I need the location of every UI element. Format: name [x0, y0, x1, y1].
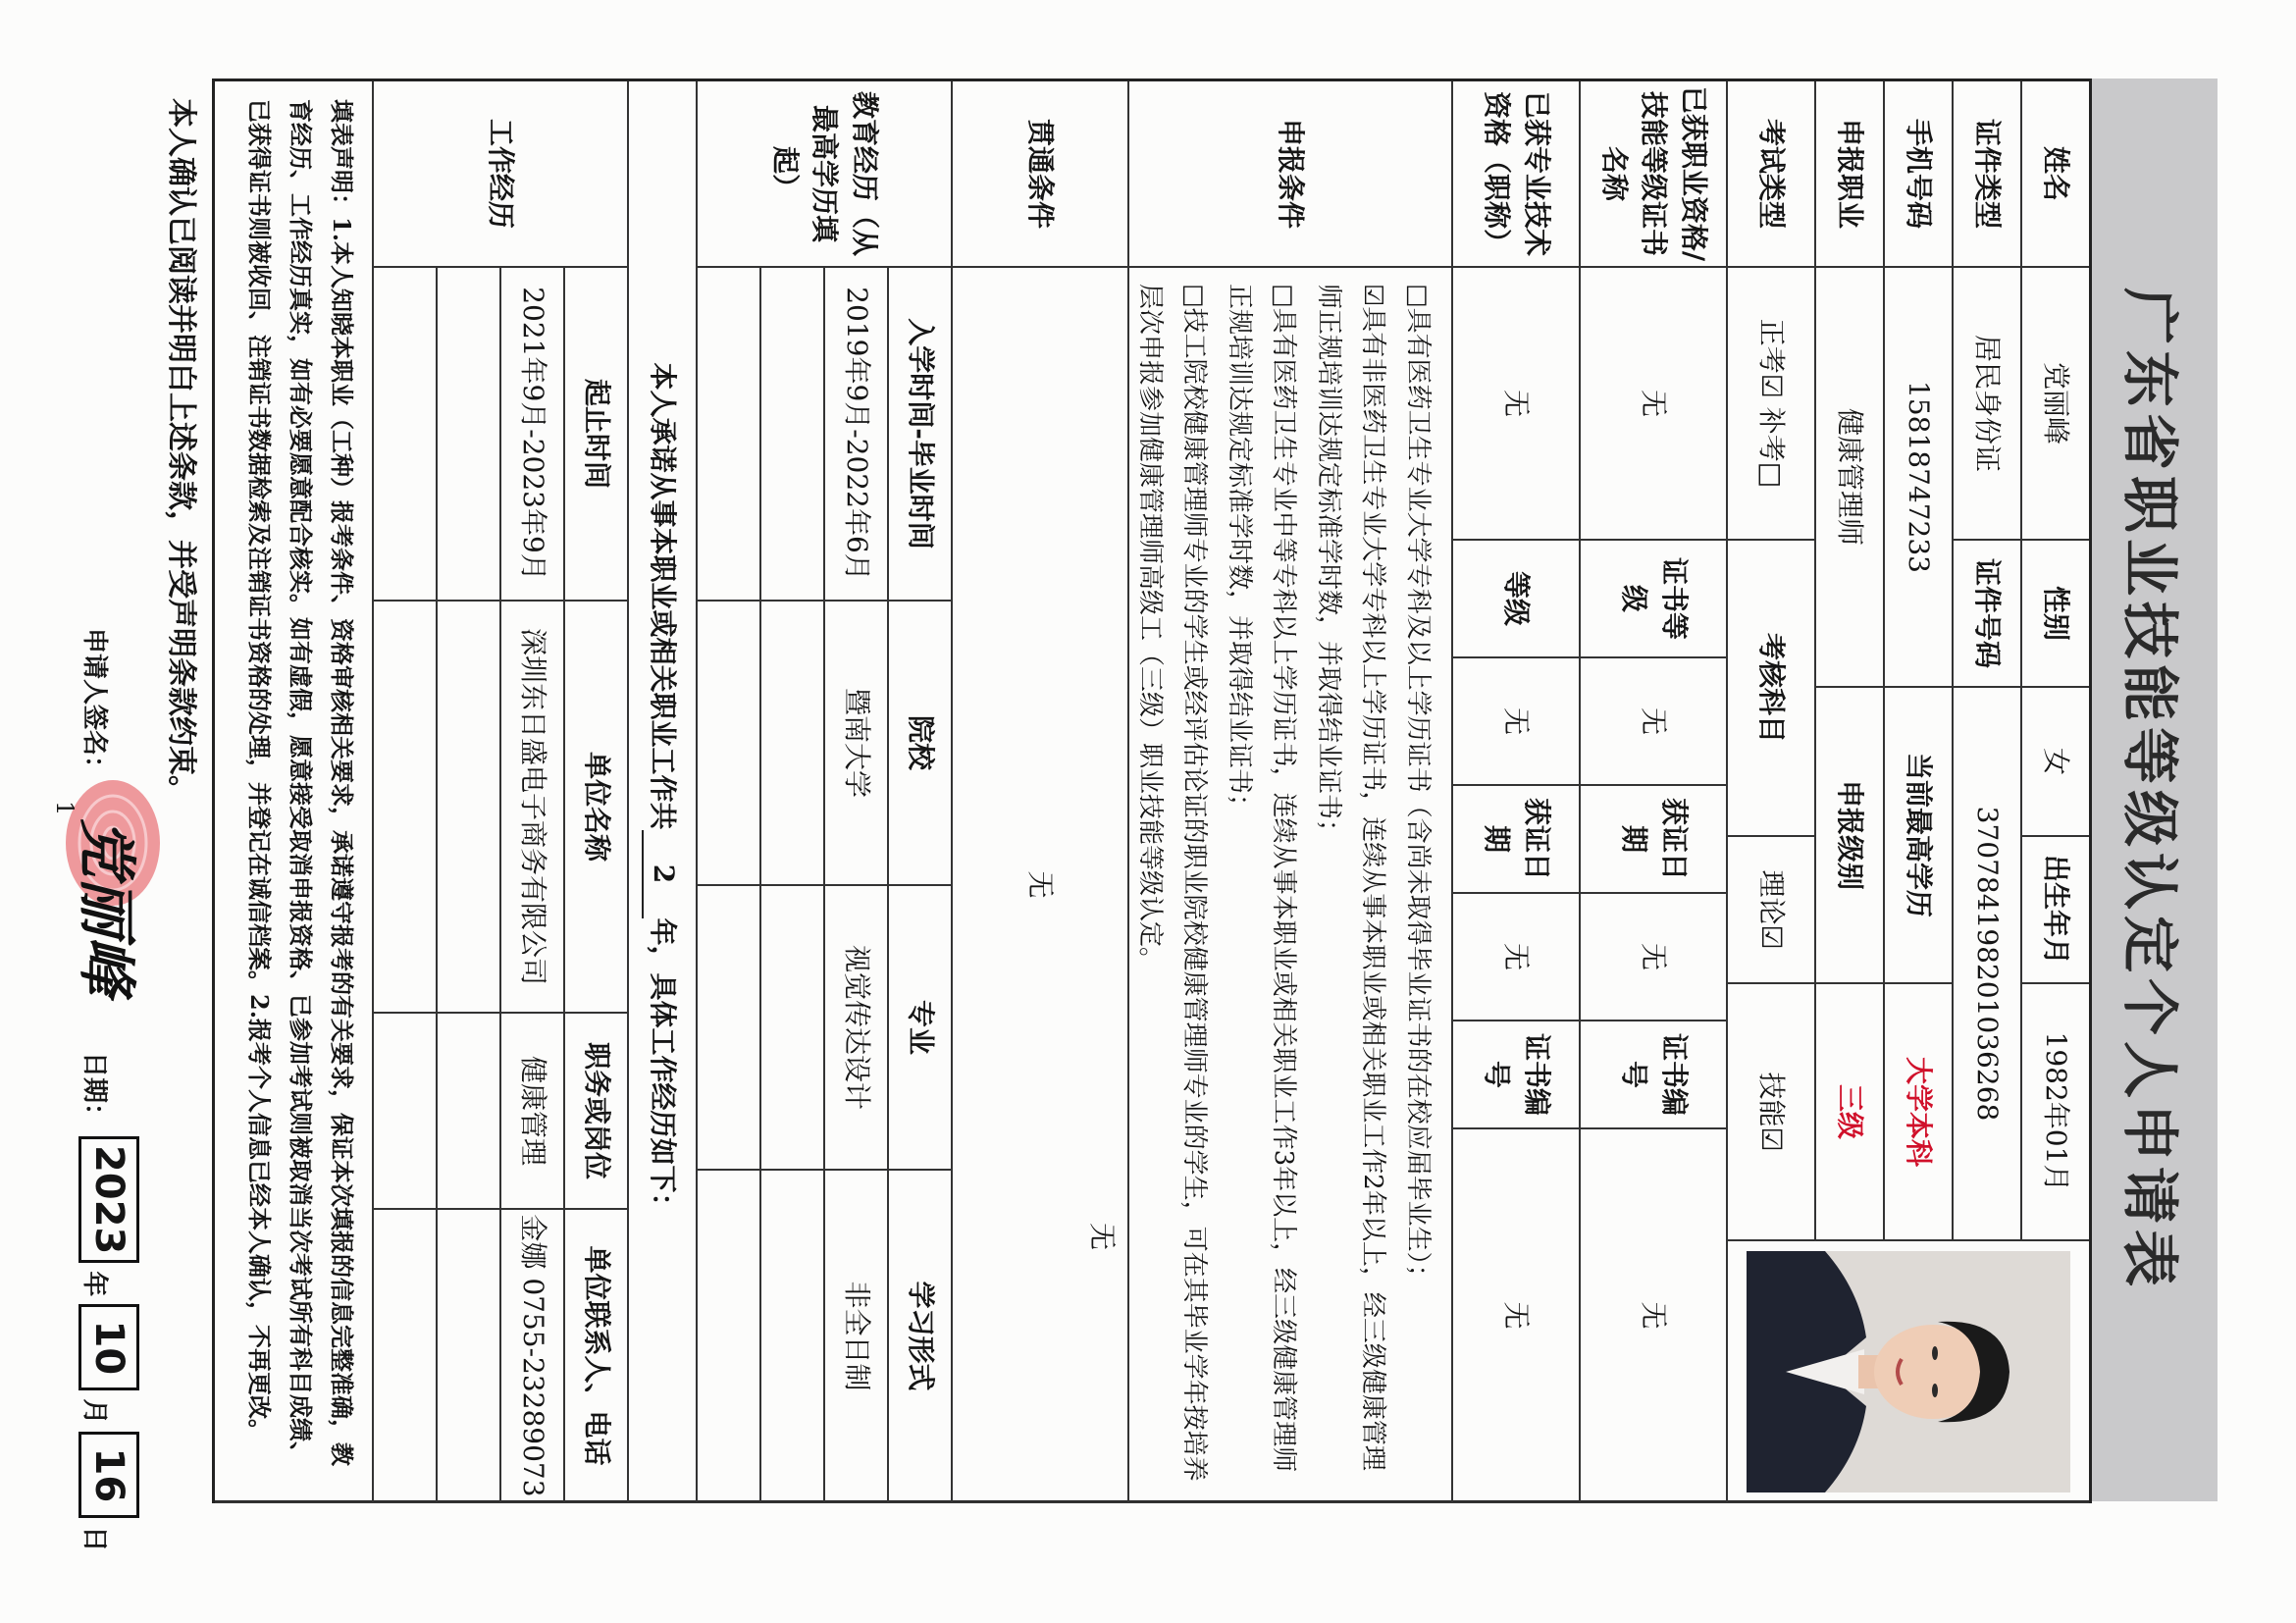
signature-row: [72, 628, 157, 1552]
work-cell: 金娜 0755-23289073: [499, 1210, 563, 1503]
work-cell: [372, 268, 436, 602]
education-cell: [696, 268, 759, 602]
education-cell: [759, 886, 823, 1171]
gender-value: 女: [2020, 688, 2089, 837]
work-label: 工作经历: [372, 81, 627, 268]
phone-value: 15818747233: [1883, 268, 1952, 688]
vocational-cert-no-label: 证书编号: [1579, 1021, 1726, 1129]
work-promise: [627, 81, 696, 1503]
declaration-block: [215, 81, 372, 1503]
work-cell: [436, 602, 499, 1014]
job-value: 健康管理师: [1814, 268, 1883, 688]
signature-label: 申请人签名：: [79, 628, 109, 782]
signature-area: [72, 789, 157, 1044]
condition-item: ☑具有非医药卫生专业大学专科以上学历证书，连续从事本职业或相关职业工作2年以上，经三级健康管理师正规培训达规定标准学时数，并取得结业证书；: [1314, 284, 1388, 1471]
gender-label: 性别: [2020, 541, 2089, 688]
work-cell: [372, 1014, 436, 1210]
education-cell: 视觉传达设计: [823, 886, 887, 1171]
work-cell: [436, 1210, 499, 1503]
level-value: 三级: [1814, 984, 1883, 1241]
vocational-cert-label: 已获职业资格/技能等级证书名称: [1579, 81, 1726, 268]
professional-cert-no-label: 证书编号: [1451, 1021, 1579, 1129]
condition-item: □具有医药卫生专业大学专科及以上学历证书（含尚未取得毕业证书的在校应届毕业生）；: [1403, 284, 1433, 1290]
professional-cert-label: 已获专业技术资格（职称）: [1451, 81, 1579, 268]
education-level-value: 大学本科: [1883, 984, 1952, 1241]
work-cell: 健康管理: [499, 1014, 563, 1210]
work-cell: [372, 1210, 436, 1503]
education-cell: [759, 1171, 823, 1503]
education-cell: [696, 886, 759, 1171]
work-cell: [372, 602, 436, 1014]
declaration-text: 填表声明：1.本人知晓本职业（工种）报考条件、资格审核相关要求，承诺遵守报考的有关要求，保证本次填报的信息完整准确，教育经历、工作经历真实，如有必要愿意配合核实。如有虚假，愿意接受取消申报资格、已参加考试则被取消当次考试所有科目成绩、已获得证书则被收回、注销证书数据检索及注销证书资格的处理，并登记在诚信档案。2.报考个人信息已经本人确认，不再更改。: [245, 99, 356, 1467]
professional-cert-date: 无: [1451, 894, 1579, 1021]
id-type-value: 居民身份证: [1952, 268, 2020, 541]
professional-cert-date-label: 获证日期: [1451, 786, 1579, 894]
education-header: 专业: [887, 886, 951, 1171]
education-label: 教育经历（从最高学历填起）: [696, 81, 951, 268]
work-header: 职务或岗位: [563, 1014, 627, 1210]
exam-type-label: 考试类型: [1726, 81, 1814, 268]
phone-label: 手机号码: [1883, 81, 1952, 268]
photo-cell: [1726, 1241, 2089, 1503]
id-number-label: 证件号码: [1952, 541, 2020, 688]
exam-theory-value: 理论☑: [1726, 837, 1814, 984]
work-header: 单位名称: [563, 602, 627, 1014]
applicant-photo: [1747, 1251, 2070, 1492]
vocational-cert-date-label: 获证日期: [1579, 786, 1726, 894]
education-header: 院校: [887, 602, 951, 886]
name-value: 党丽峰: [2020, 268, 2089, 541]
education-cell: [696, 602, 759, 886]
work-cell: [436, 268, 499, 602]
job-label: 申报职业: [1814, 81, 1883, 268]
date-day-unit: 日: [79, 1526, 109, 1552]
date-label: 日期：: [79, 1052, 109, 1129]
conditions-list: [1086, 268, 1451, 1503]
date-month-unit: 月: [79, 1398, 109, 1425]
education-cell: [759, 268, 823, 602]
education-cell: 非全日制: [823, 1171, 887, 1503]
id-type-label: 证件类型: [1952, 81, 2020, 268]
declaration-confirm: 本人确认已阅读并明白上述条款，并受声明条款约束。: [164, 98, 198, 805]
education-cell: [759, 602, 823, 886]
exam-subject-label: 考核科目: [1726, 541, 1814, 837]
work-cell: [436, 1014, 499, 1210]
condition-item: □技工院校健康管理师专业的学生或经评估论证的职业院校健康管理师专业的学生，可在其毕业学年按培养层次申报参加健康管理师高级工（三级）职业技能等级认定。: [1135, 284, 1210, 1482]
level-label: 申报级别: [1814, 688, 1883, 984]
form-title: 广东省职业技能等级认定个人申请表: [2092, 79, 2218, 1501]
date-year: 2023: [78, 1136, 139, 1263]
vocational-cert-no: 无: [1579, 1129, 1726, 1503]
education-cell: [696, 1171, 759, 1503]
professional-cert-level-label: 等级: [1451, 541, 1579, 658]
birth-label: 出生年月: [2020, 837, 2089, 984]
vocational-cert-level-label: 证书等级: [1579, 541, 1726, 658]
vocational-cert-name: 无: [1579, 268, 1726, 541]
birth-value: 1982年01月: [2020, 984, 2089, 1241]
conditions-other: 无: [1086, 1222, 1120, 1250]
work-promise-prefix: 本人承诺从事本职业或相关职业工作共: [647, 362, 680, 830]
education-level-label: 当前最高学历: [1883, 688, 1952, 984]
professional-cert-name: 无: [1451, 268, 1579, 541]
signature-name: 党丽峰: [72, 818, 140, 996]
education-cell: 暨南大学: [823, 602, 887, 886]
work-years: 2: [642, 830, 684, 918]
date-day: 16: [78, 1432, 139, 1518]
professional-cert-no: 无: [1451, 1129, 1579, 1503]
through-value: 无: [951, 268, 1127, 1503]
work-header: 起止时间: [563, 268, 627, 602]
vocational-cert-level: 无: [1579, 658, 1726, 786]
name-label: 姓名: [2020, 81, 2089, 268]
conditions-label: 申报条件: [1127, 81, 1451, 268]
work-promise-suffix: 年，具体工作经历如下：: [647, 917, 680, 1221]
education-header: 入学时间-毕业时间: [887, 268, 951, 602]
exam-type-value: 正考☑ 补考□: [1726, 268, 1814, 541]
education-header: 学习形式: [887, 1171, 951, 1503]
work-cell: 深圳东日盛电子商务有限公司: [499, 602, 563, 1014]
education-cell: 2019年9月-2022年6月: [823, 268, 887, 602]
form-table: [212, 79, 2092, 1503]
through-label: 贯通条件: [951, 81, 1127, 268]
exam-skill-value: 技能☑: [1726, 984, 1814, 1241]
date-month: 10: [78, 1304, 139, 1390]
date-year-unit: 年: [79, 1271, 109, 1297]
page-number: 1: [51, 801, 78, 816]
condition-item: □具有医药卫生专业中等专科以上学历证书，连续从事本职业或相关职业工作3年以上，经三级健康管理师正规培训达规定标准学时数，并取得结业证书；: [1225, 284, 1299, 1473]
work-cell: 2021年9月-2023年9月: [499, 268, 563, 602]
work-header: 单位联系人、电话: [563, 1210, 627, 1503]
vocational-cert-date: 无: [1579, 894, 1726, 1021]
id-number-value: 370784198201036268: [1952, 688, 2020, 1241]
professional-cert-level: 无: [1451, 658, 1579, 786]
